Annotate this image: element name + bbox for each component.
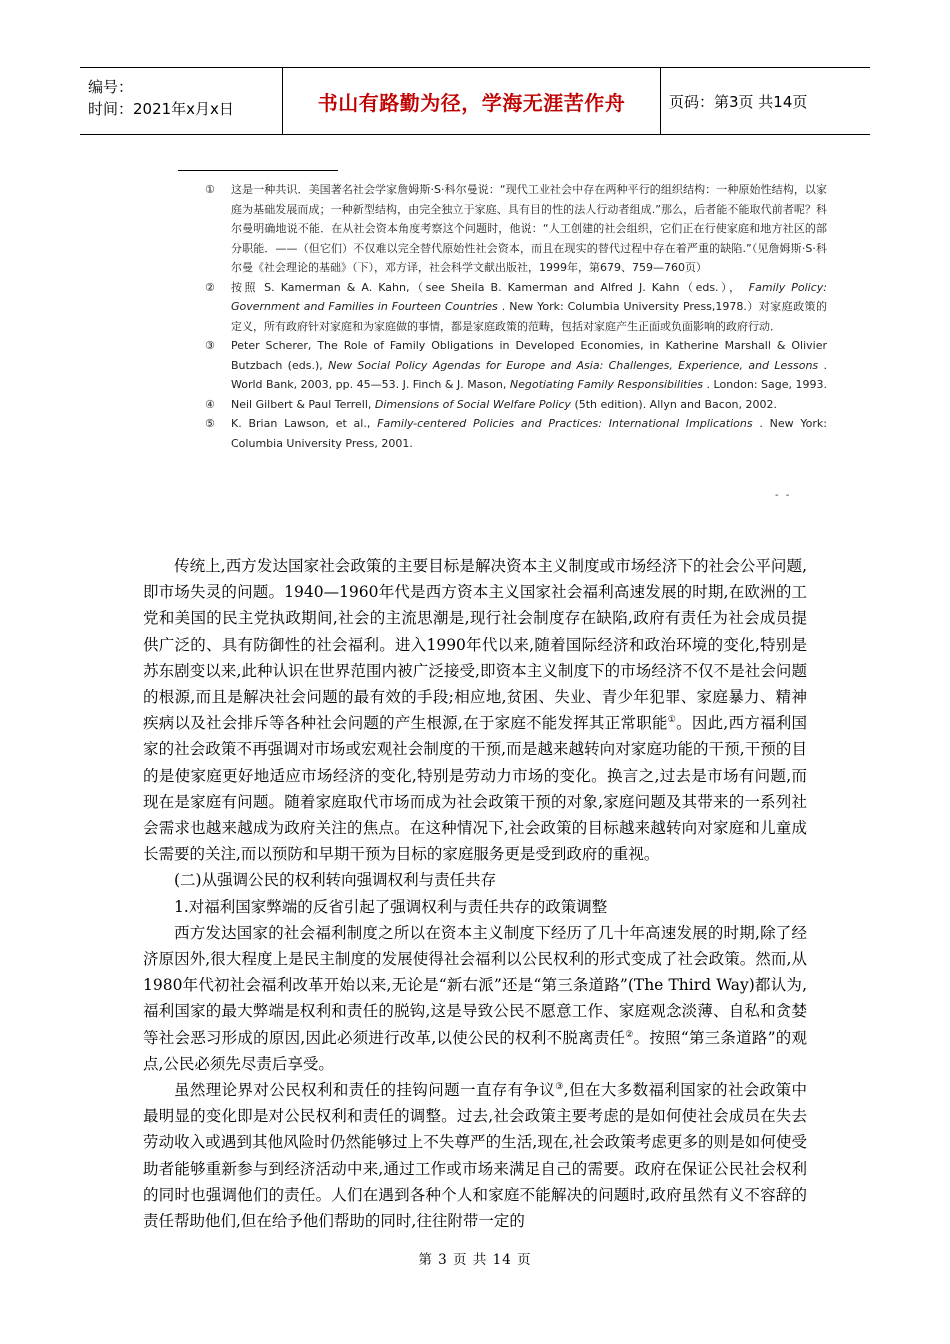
page-footer: 第 3 页 共 14 页 — [418, 1252, 532, 1268]
page-header — [80, 67, 870, 135]
heading-text: 1.对福利国家弊端的反省引起了强调权利与责任共存的政策调整 — [174, 897, 608, 916]
header-page-cell — [661, 68, 870, 134]
header-motto-cell — [283, 68, 661, 134]
footnote-book-title: Family Policy: Government and Families in Fourteen Countries — [231, 280, 827, 313]
footnote-marker: ④ — [205, 397, 215, 411]
footnote-marker: ③ — [205, 339, 215, 352]
header-number: 编号： — [88, 78, 134, 96]
footnote-4 — [205, 395, 827, 415]
footnote-marker: ② — [205, 280, 215, 294]
footnote-marker: ① — [205, 183, 215, 196]
body-text — [143, 553, 807, 1234]
paragraph — [143, 1077, 807, 1234]
footnote-text: 这是一种共识．美国著名社会学家詹姆斯·S·科尔曼说：“现代工业社会中存在两种平行的组织结构：一种原始性结构，以家庭为基础发展而成；一种新型结构，由完全独立于家庭、具有目的性的法人行动者组成.”那么，后者能不能取代前者呢？科尔曼明确地说不能．在从社会资本角度考察这个问题时，他说：“人工创建的社会组织，它们正在行使家庭和地方社区的部分职能．——（但它们）不仅难以完全替代原始性社会资本，而且在现实的替代过程中存在着严重的缺陷.”（见詹姆斯·S·科尔曼《社会理论的基础》（下），邓方译，社会科学文献出版社，1999年，第679、759—760页） — [231, 183, 827, 274]
footnotes — [205, 180, 827, 453]
paragraph-text: 虽然理论界对公民权利和责任的挂钩问题一直存有争议 — [174, 1081, 556, 1100]
paragraph-text: 传统上,西方发达国家社会政策的主要目标是解决资本主义制度或市场经济下的社会公平问题,即市场失灵的问题。1940—1960年代是西方资本主义国家社会福利高速发展的时期,在欧洲的工党和美国的民主党执政期间,社会的主流思潮是,现行社会制度存在缺陷,政府有责任为社会成员提供广泛的、具有防御性的社会福利。进入1990年代以来,随着国际经济和政治环境的变化,特别是苏东剧变以来,此种认识在世界范围内被广泛接受,即资本主义制度下的市场经济不仅不是社会问题的根源,而且是解决社会问题的最有效的手段;相应地,贫困、失业、青少年犯罪、家庭暴力、精神疾病以及社会排斥等各种社会问题的产生根源,在于家庭不能发挥其正常职能 — [143, 557, 807, 733]
section-heading — [143, 867, 807, 893]
footnote-separator — [178, 170, 338, 171]
footnote-text: 按照 S. Kamerman & A. Kahn,（see Sheila B. Kamerman and Alfred J. Kahn（eds.）， — [231, 280, 743, 294]
subsection-heading — [143, 894, 807, 920]
paragraph-text: ,但在大多数福利国家的社会政策中最明显的变化即是对公民权利和责任的调整。过去,社会政策主要考虑的是如何使社会成员在失去劳动收入或遇到其他风险时仍然能够过上不失尊严的生活,现在,社会政策考虑更多的则是如何使受助者能够重新参与到经济活动中来,通过工作或市场来满足自己的需要。政府在保证公民社会权利的同时也强调他们的责任。人们在遇到各种个人和家庭不能解决的问题时,政府虽然有义不容辞的责任帮助他们,但在给予他们帮助的同时,往往附带一定的 — [143, 1081, 807, 1231]
footnote-text: . World Bank, 2003, pp. 45—53. J. Finch & J. Mason, — [231, 358, 828, 391]
footnote-text: K. Brian Lawson, et al., — [231, 417, 371, 430]
footnote-text: . New York: Columbia University Press,1978.）对家庭政策的定义，所有政府针对家庭和为家庭做的事情，都是家庭政策的范畴，包括对家庭产生正面或负面影响的政府行动． — [231, 300, 828, 333]
paragraph-text: 。因此,西方福利国家的社会政策不再强调对市场或宏观社会制度的干预,而是越来越转向对家庭功能的干预,干预的目的是使家庭更好地适应市场经济的变化,特别是劳动力市场的变化。换言之,过去是市场有问题,而现在是家庭有问题。随着家庭取代市场而成为社会政策干预的对象,家庭问题及其带来的一系列社会需求也越来越成为政府关注的焦点。在这种情况下,社会政策的目标越来越转向对家庭和儿童成长需要的关注,而以预防和早期干预为目标的家庭服务更是受到政府的重视。 — [143, 714, 807, 864]
footnote-book-title: Negotiating Family Responsibilities — [509, 378, 704, 391]
footnote-5 — [205, 414, 827, 453]
footnote-ref: ③ — [555, 1081, 564, 1092]
paragraph-text: 西方发达国家的社会福利制度之所以在资本主义制度下经历了几十年高速发展的时期,除了经济原因外,很大程度上是民主制度的发展使得社会福利以公民权利的形式变成了社会政策。然而,从1980年代初社会福利改革开始以来,无论是“新右派”还是“第三条道路”(The Third Way)都认为,福利国家的最大弊端是权利和责任的脱钩,这是导致公民不愿意工作、家庭观念淡薄、自私和贪婪等社会恶习形成的原因,因此必须进行改革,以使公民的权利不脱离责任 — [143, 923, 807, 1047]
header-date: 时间：2021年x月x日 — [88, 100, 234, 118]
footnote-ref: ② — [625, 1029, 634, 1040]
footnote-book-title: New Social Policy Agendas for Europe and Asia: Challenges, Experience, and Lessons — [328, 358, 819, 372]
heading-text: (二)从强调公民的权利转向强调权利与责任共存 — [174, 871, 497, 890]
footnote-book-title: Family-centered Policies and Practices: International Implications — [377, 417, 753, 430]
footnote-marker: ⑤ — [205, 417, 215, 430]
footnote-text: . New York: Columbia University Press, 2001. — [231, 417, 828, 450]
footnote-ref: ① — [667, 715, 677, 726]
header-motto: 书山有路勤为径，学海无涯苦作舟 — [317, 90, 626, 115]
header-page-number: 页码：第3页 共14页 — [669, 92, 808, 111]
footnote-text: (5th edition). Allyn and Bacon, 2002. — [574, 397, 778, 411]
footnote-3 — [205, 336, 827, 395]
paragraph — [143, 920, 807, 1077]
header-meta — [80, 68, 283, 134]
footnote-1 — [205, 180, 827, 278]
footnote-text: Peter Scherer, The Role of Family Obligations in Developed Economies, in Katherine Marshall & Olivier Butzbach (eds.), — [231, 339, 827, 372]
paragraph-text: 。按照“第三条道路”的观点,公民必须先尽责后享受。 — [143, 1028, 807, 1073]
footnote-book-title: Dimensions of Social Welfare Policy — [374, 397, 571, 411]
paragraph — [143, 553, 807, 867]
footnote-2 — [205, 278, 827, 337]
footnote-text: . London: Sage, 1993. — [706, 378, 828, 391]
footnote-continuation-mark: - - — [775, 490, 792, 501]
footnote-text: Neil Gilbert & Paul Terrell, — [231, 397, 372, 411]
